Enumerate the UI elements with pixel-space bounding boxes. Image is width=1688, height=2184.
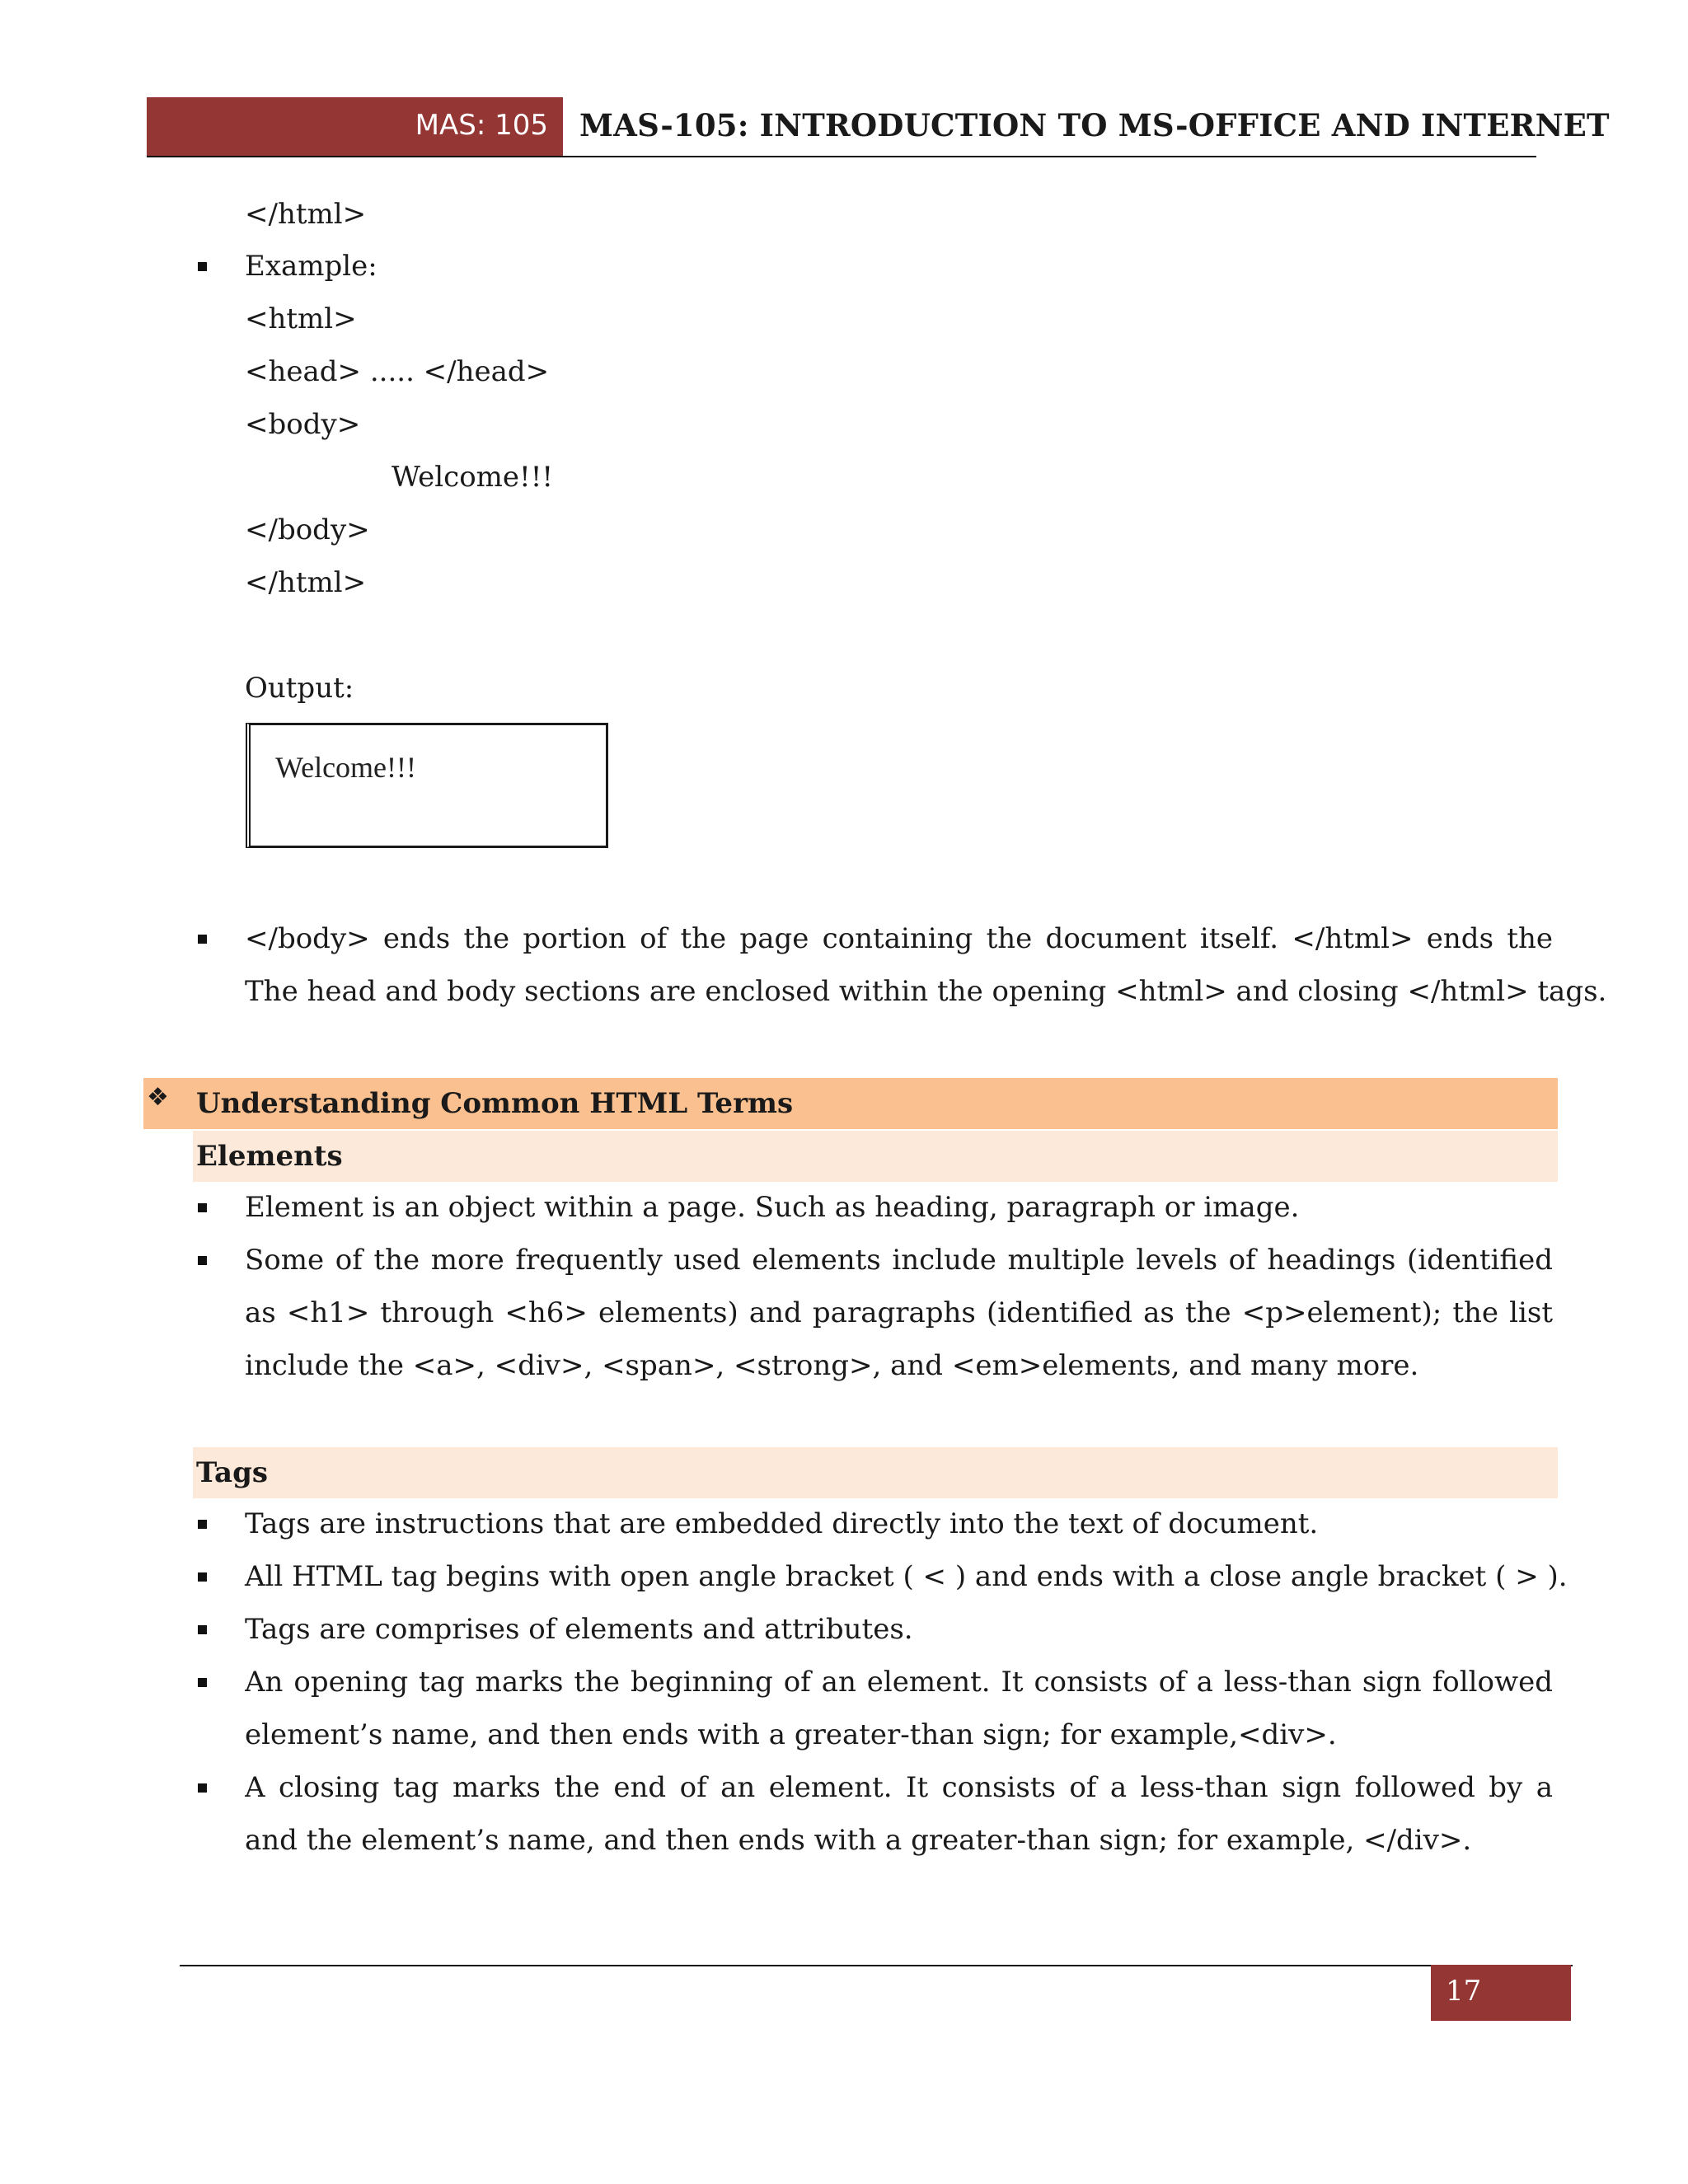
code-line: Welcome!!! [392,461,554,494]
paragraph-line: The head and body sections are enclosed within the opening <html> and closing </html> tags. [245,975,1607,1008]
bullet-icon [198,935,207,944]
bullet-icon [198,262,207,271]
bullet-icon [198,1256,207,1265]
bullet-icon [198,1520,207,1529]
list-item: include the <a>, <div>, <span>, <strong>, and <em>elements, and many more. [245,1349,1419,1382]
subsection-bar-elements [193,1131,1558,1182]
subsection-bar-tags [193,1447,1558,1498]
header-rule [147,156,1536,157]
page-number: 17 [1446,1975,1482,2008]
page-title: MAS-105: INTRODUCTION TO MS-OFFICE AND INTERNET [579,107,1610,143]
list-item: Tags are instructions that are embedded directly into the text of document. [245,1507,1319,1540]
list-item: A closing tag marks the end of an element. It consists of a less-than sign followed by a [245,1771,1553,1804]
subsection-title-elements: Elements [196,1140,343,1173]
example-label: Example: [245,250,377,283]
bullet-icon [198,1783,207,1793]
code-line: <html> [245,302,357,335]
bullet-icon [198,1203,207,1212]
subsection-title-tags: Tags [196,1456,268,1489]
list-item: Tags are comprises of elements and attributes. [245,1613,913,1646]
list-item: All HTML tag begins with open angle bracket ( < ) and ends with a close angle bracket ( > ). [245,1560,1568,1593]
list-item: Some of the more frequently used elements include multiple levels of headings (identified [245,1244,1553,1277]
bullet-icon [198,1625,207,1634]
bullet-icon [198,1678,207,1687]
code-line: <head> ..... </head> [245,355,550,388]
list-item: element’s name, and then ends with a greater-than sign; for example,<div>. [245,1718,1337,1751]
list-item: Element is an object within a page. Such as heading, paragraph or image. [245,1191,1300,1224]
paragraph-line: </body> ends the portion of the page containing the document itself. </html> ends the [245,922,1553,955]
output-preview-box [246,723,608,848]
list-item: An opening tag marks the beginning of an element. It consists of a less-than sign followed [245,1666,1553,1699]
course-code: MAS: 105 [415,109,548,142]
closing-html-line: </html> [245,198,367,231]
section-title: Understanding Common HTML Terms [196,1087,794,1120]
list-item: and the element’s name, and then ends with a greater-than sign; for example, </div>. [245,1824,1472,1857]
diamond-bullet-icon: ❖ [147,1083,169,1112]
code-line: <body> [245,408,361,441]
code-line: </html> [245,566,367,599]
list-item: as <h1> through <h6> elements) and paragraphs (identified as the <p>element); the list [245,1296,1553,1329]
footer-rule [180,1965,1573,1966]
output-label: Output: [245,672,354,705]
header-code-box [147,97,563,157]
page-number-box [1431,1965,1571,2021]
output-preview-text: Welcome!!! [275,751,416,784]
code-line: </body> [245,513,370,546]
bullet-icon [198,1572,207,1582]
